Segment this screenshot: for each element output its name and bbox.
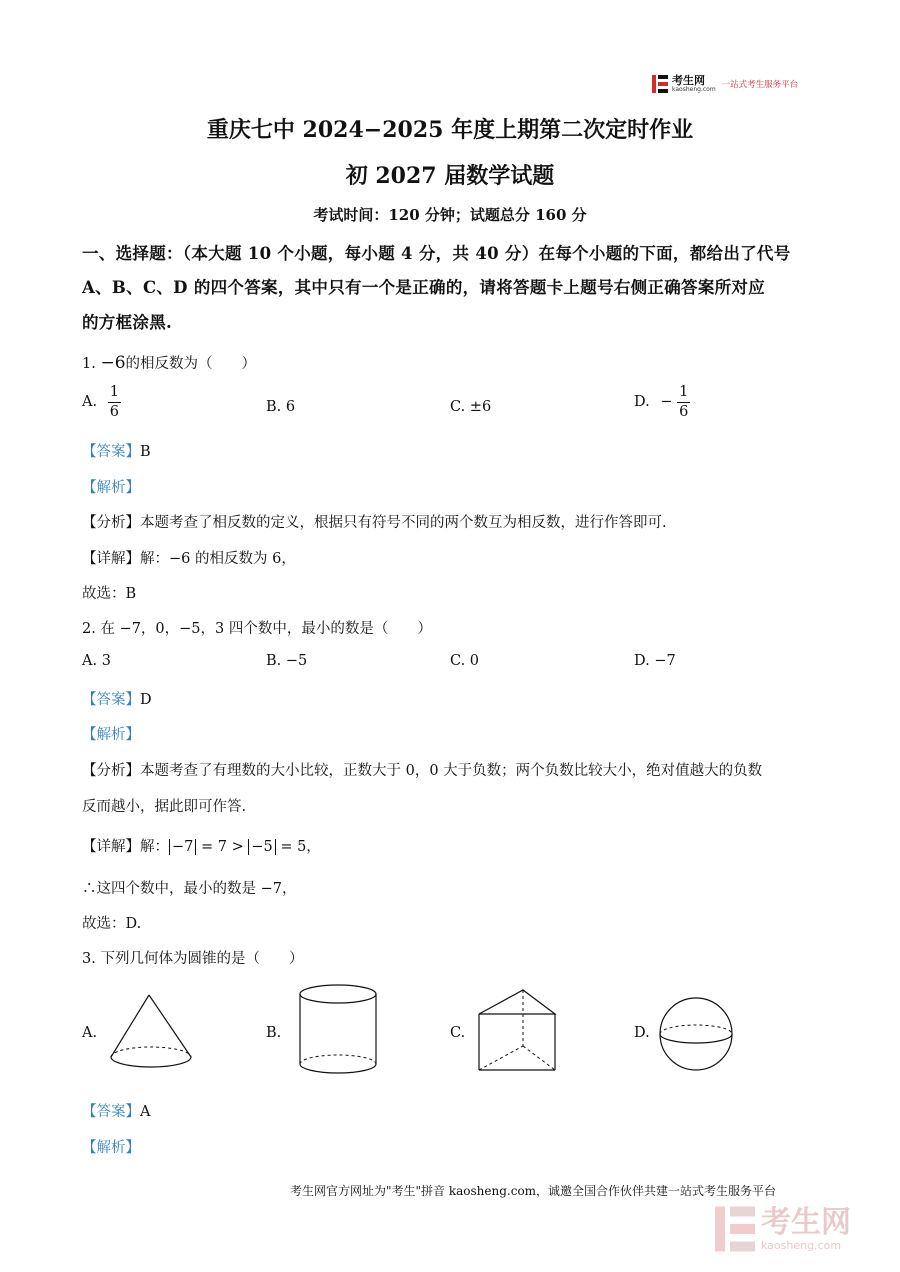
section-instruction-line3: 的方框涂黑. <box>82 313 173 332</box>
q1-option-a-fraction <box>108 385 121 419</box>
answer-tag: 【答案】 <box>82 692 140 708</box>
q2-option-c: C. 0 <box>450 653 480 669</box>
q1-fenxi: 【分析】本题考查了相反数的定义，根据只有符号不同的两个数互为相反数，进行作答即可. <box>82 515 667 531</box>
fraction-denominator: 6 <box>109 403 119 420</box>
section-instruction-line2: A、B、C、D 的四个答案，其中只有一个是正确的，请将答题卡上题号右侧正确答案所对应 <box>82 278 766 297</box>
page-title: 重庆七中 2024−2025 年度上期第二次定时作业 <box>206 117 694 143</box>
answer-tag: 【答案】 <box>82 1104 140 1120</box>
q3-option-d-label: D. <box>634 1025 650 1041</box>
answer-value: A <box>140 1104 151 1120</box>
triangular-prism-figure <box>477 988 559 1074</box>
cone-figure <box>108 992 194 1074</box>
q2-therefore: ∴这四个数中，最小的数是 −7， <box>82 881 297 897</box>
answer-value: D <box>140 692 152 708</box>
kaosheng-logo-icon <box>652 75 668 93</box>
q2-option-b: B. −5 <box>266 653 308 669</box>
q2-xiangjie-tail: = 5， <box>275 839 321 855</box>
watermark-brand: 考生网 <box>761 1204 851 1240</box>
q2-xiangjie-mid: = 7 > <box>196 839 249 855</box>
q2-option-a: A. 3 <box>82 653 111 669</box>
q1-analysis-tag: 【解析】 <box>82 480 140 496</box>
watermark-url: kaosheng.com <box>761 1238 842 1252</box>
q1-option-d-fraction <box>677 385 690 419</box>
absolute-value-1: −7 <box>169 839 196 855</box>
q3-answer <box>82 1100 150 1121</box>
q1-expr: −6 <box>100 353 126 373</box>
answer-tag: 【答案】 <box>82 444 140 460</box>
logo-brand-text: 考生网 <box>672 74 705 87</box>
q2-xiangjie <box>82 835 321 856</box>
absolute-value-2: −5 <box>248 839 275 855</box>
q1-option-d <box>634 385 690 419</box>
q2-answer <box>82 688 152 709</box>
q2-option-d: D. −7 <box>634 653 676 669</box>
q1-option-a <box>82 385 121 419</box>
q1-option-a-label: A. <box>82 394 98 410</box>
q1-number: 1. <box>82 356 96 372</box>
q3-option-c-label: C. <box>450 1025 466 1041</box>
q2-stem: 2. 在 −7，0，−5，3 四个数中，最小的数是（ ） <box>82 621 432 637</box>
fraction-numerator: 1 <box>108 385 121 403</box>
logo-slogan: 一站式考生服务平台 <box>721 80 799 90</box>
q2-fenxi-line2: 反而越小，据此即可作答. <box>82 799 247 815</box>
sphere-figure <box>658 996 734 1072</box>
q1-answer <box>82 440 151 461</box>
fraction-denominator: 6 <box>679 403 689 420</box>
q3-analysis-tag: 【解析】 <box>82 1140 140 1156</box>
q1-guxuan: 故选：B <box>82 586 137 602</box>
q3-option-b-label: B. <box>266 1025 282 1041</box>
logo-brand-en: kaosheng.com <box>672 86 716 93</box>
q2-xiangjie-prefix: 【详解】解： <box>82 839 169 855</box>
q1-stem-text: 的相反数为（ ） <box>125 356 257 372</box>
q1-option-b: B. 6 <box>266 399 296 415</box>
q2-fenxi-line1: 【分析】本题考查了有理数的大小比较，正数大于 0，0 大于负数；两个负数比较大小，绝对值越大的负数 <box>82 763 763 779</box>
q1-xiangjie: 【详解】解：−6 的相反数为 6， <box>82 551 296 567</box>
q1-stem <box>82 352 256 373</box>
q3-stem: 3. 下列几何体为圆锥的是（ ） <box>82 951 304 967</box>
q2-analysis-tag: 【解析】 <box>82 727 140 743</box>
q2-guxuan: 故选：D. <box>82 916 142 932</box>
fraction-numerator: 1 <box>677 385 690 403</box>
q1-option-c: C. ±6 <box>450 399 492 415</box>
exam-info: 考试时间：120 分钟；试题总分 160 分 <box>313 206 587 224</box>
answer-value: B <box>140 444 151 460</box>
watermark <box>715 1206 851 1252</box>
watermark-logo-icon <box>715 1206 755 1252</box>
q3-option-a-label: A. <box>82 1025 98 1041</box>
header-logo <box>652 72 798 96</box>
section-instruction-line1: 一、选择题：（本大题 10 个小题，每小题 4 分，共 40 分）在每个小题的下面，都给出了代号 <box>82 244 791 263</box>
footer-text: 考生网官方网址为"考生"拼音 kaosheng.com，诚邀全国合作伙伴共建一站式考生服务平台 <box>290 1184 777 1198</box>
cylinder-figure <box>298 984 378 1076</box>
page-subtitle: 初 2027 届数学试题 <box>345 163 555 189</box>
q1-option-d-sign: − <box>660 394 673 410</box>
q1-option-d-label: D. <box>634 394 650 410</box>
